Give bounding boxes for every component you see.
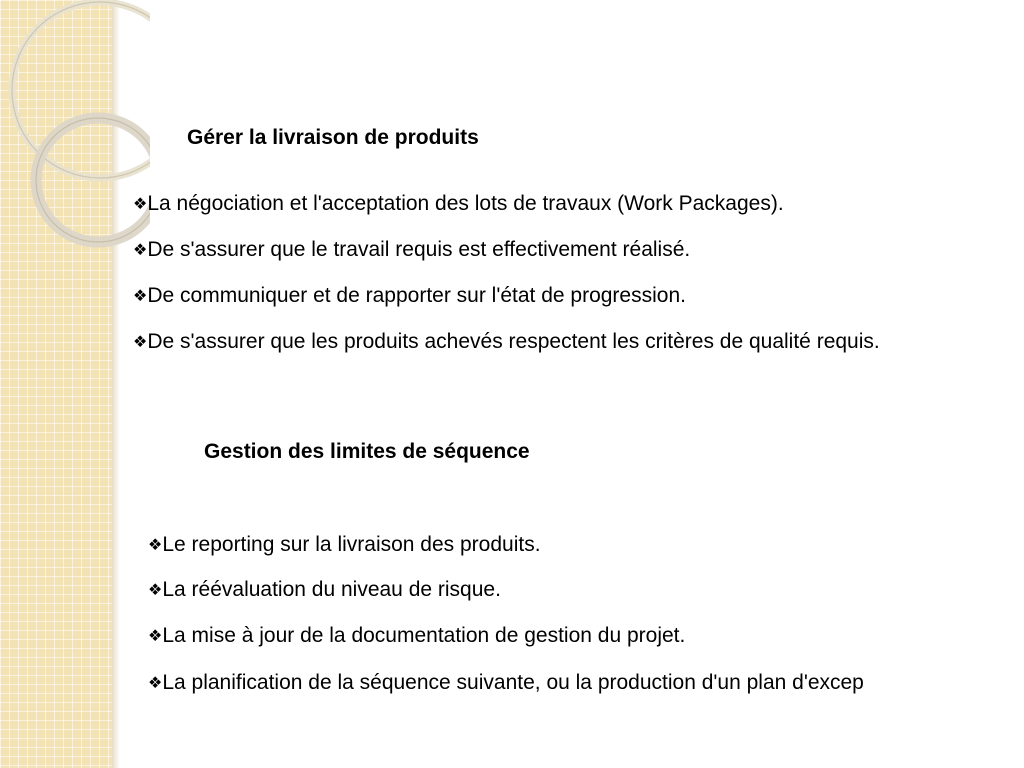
bullet-text: De s'assurer que les produits achevés respectent les critères de qualité requis. [147, 330, 880, 353]
bullet-text: La mise à jour de la documentation de gestion du projet. [162, 624, 686, 647]
bullet-item [133, 237, 690, 264]
bullet-text: La planification de la séquence suivante, ou la production d'un plan d'excep [162, 671, 864, 694]
bullet-text: De communiquer et de rapporter sur l'état de progression. [147, 284, 686, 307]
diamond-bullet-icon: ❖ [148, 537, 163, 554]
bullet-text: Le reporting sur la livraison des produits. [162, 533, 541, 556]
bullet-item [148, 623, 685, 650]
diamond-bullet-icon: ❖ [133, 288, 148, 305]
bullet-item [148, 670, 864, 697]
bullet-text: La négociation et l'acceptation des lots de travaux (Work Packages). [147, 192, 784, 215]
diamond-bullet-icon: ❖ [148, 675, 163, 692]
section-heading-product-delivery: Gérer la livraison de produits [187, 126, 479, 149]
diamond-bullet-icon: ❖ [133, 334, 148, 351]
diamond-bullet-icon: ❖ [148, 628, 163, 645]
decorative-rings [0, 0, 150, 260]
bullet-item [133, 319, 973, 366]
bullet-item [148, 532, 541, 559]
bullet-item [133, 283, 686, 310]
diamond-bullet-icon: ❖ [133, 242, 148, 259]
section-heading-sequence-limits: Gestion des limites de séquence [204, 440, 530, 463]
bullet-item [133, 191, 784, 218]
diamond-bullet-icon: ❖ [133, 196, 148, 213]
bullet-item [148, 577, 501, 604]
bullet-text: De s'assurer que le travail requis est effectivement réalisé. [147, 238, 691, 261]
diamond-bullet-icon: ❖ [148, 582, 163, 599]
bullet-text: La réévaluation du niveau de risque. [162, 578, 501, 601]
